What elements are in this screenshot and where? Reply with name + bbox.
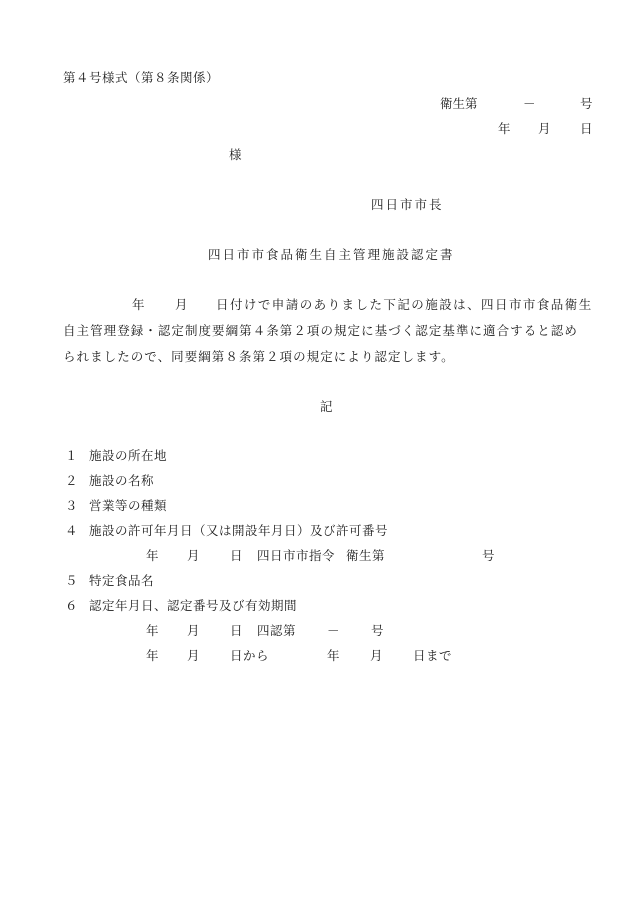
- item-number: ６: [65, 598, 78, 613]
- header-date-day: 日: [580, 121, 593, 136]
- cert-suffix: 号: [371, 623, 384, 638]
- ki-heading: 記: [320, 399, 333, 414]
- header-number-dash: －: [523, 96, 536, 111]
- item-number: ４: [65, 523, 78, 538]
- validity-until: 日まで: [413, 648, 453, 663]
- permit-prefix: 衛生第: [346, 548, 386, 563]
- body-month: 月: [175, 297, 188, 312]
- item-text: 施設の所在地: [89, 448, 168, 463]
- item-number: ５: [65, 573, 78, 588]
- item-number: ２: [65, 473, 78, 488]
- cert-year: 年: [146, 623, 159, 638]
- permit-year: 年: [146, 548, 159, 563]
- form-label: 第４号様式（第８条関係）: [63, 70, 220, 85]
- cert-month: 月: [187, 623, 200, 638]
- item-text: 営業等の種類: [89, 498, 168, 513]
- cert-day: 日: [230, 623, 243, 638]
- cert-prefix: 四認第: [257, 623, 297, 638]
- header-number-prefix: 衛生第: [440, 96, 478, 111]
- body-line-2: 自主管理登録・認定制度要綱第４条第２項の規定に基づく認定基準に適合すると認め: [63, 323, 578, 338]
- permit-authority: 四日市市指令: [257, 548, 336, 563]
- cert-dash: －: [327, 623, 340, 638]
- header-date-month: 月: [538, 121, 551, 136]
- item-text: 施設の許可年月日（又は開設年月日）及び許可番号: [89, 523, 389, 538]
- validity-month-1: 月: [187, 648, 200, 663]
- validity-year-1: 年: [146, 648, 159, 663]
- validity-from: 日から: [230, 648, 270, 663]
- header-number-suffix: 号: [580, 96, 593, 111]
- validity-month-2: 月: [370, 648, 383, 663]
- body-line-1: 日付けで申請のありました下記の施設は、四日市市食品衛生: [216, 297, 593, 312]
- permit-day: 日: [230, 548, 243, 563]
- item-text: 認定年月日、認定番号及び有効期間: [89, 598, 298, 613]
- document-title: 四日市市食品衛生自主管理施設認定書: [208, 247, 455, 262]
- permit-suffix: 号: [482, 548, 495, 563]
- item-text: 特定食品名: [89, 573, 155, 588]
- header-date-year: 年: [498, 121, 511, 136]
- permit-month: 月: [187, 548, 200, 563]
- item-number: １: [65, 448, 78, 463]
- item-number: ３: [65, 498, 78, 513]
- body-year: 年: [132, 297, 145, 312]
- item-text: 施設の名称: [89, 473, 155, 488]
- issuer: 四日市市長: [371, 197, 444, 212]
- body-line-3: られましたので、同要綱第８条第２項の規定により認定します。: [63, 349, 455, 364]
- validity-year-2: 年: [327, 648, 340, 663]
- addressee-honorific: 様: [229, 147, 242, 162]
